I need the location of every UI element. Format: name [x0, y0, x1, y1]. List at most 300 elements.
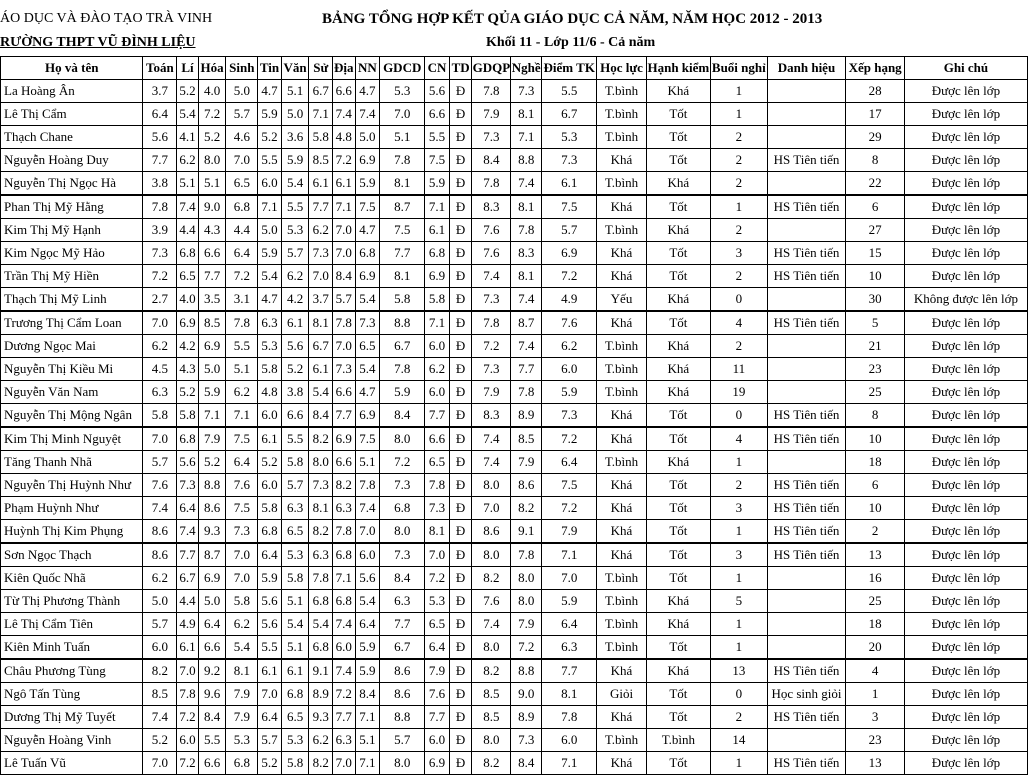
table-cell: Khá: [597, 427, 646, 451]
table-cell: 7.9: [511, 451, 542, 474]
table-cell: 6.8: [309, 636, 333, 660]
table-cell: 4.9: [177, 613, 199, 636]
table-cell: 7.4: [355, 497, 380, 520]
table-cell: HS Tiên tiến: [767, 311, 846, 335]
table-cell: [767, 613, 846, 636]
table-cell: 6.2: [281, 265, 309, 288]
table-cell: 7.7: [425, 706, 450, 729]
table-cell: 6.4: [258, 706, 282, 729]
table-cell: Đ: [449, 288, 472, 312]
table-cell: 5.6: [258, 590, 282, 613]
table-cell: 7.8: [511, 381, 542, 404]
student-name-cell: Nguyễn Thị Ngọc Hà: [1, 172, 143, 196]
table-cell: 0: [711, 288, 767, 312]
table-cell: Được lên lớp: [904, 543, 1027, 567]
table-cell: 6.8: [333, 543, 356, 567]
table-cell: 2: [711, 265, 767, 288]
table-cell: Được lên lớp: [904, 613, 1027, 636]
table-cell: 5.6: [143, 126, 177, 149]
table-cell: 7.3: [472, 126, 511, 149]
table-cell: 5.4: [355, 358, 380, 381]
table-cell: 5.1: [226, 358, 258, 381]
table-cell: 8.8: [380, 706, 425, 729]
table-cell: Đ: [449, 474, 472, 497]
table-cell: 6.8: [355, 242, 380, 265]
table-cell: 20: [846, 636, 904, 660]
table-cell: Đ: [449, 613, 472, 636]
table-cell: 6.5: [226, 172, 258, 196]
table-cell: 7.3: [511, 729, 542, 752]
table-cell: 7.3: [226, 520, 258, 544]
table-cell: 3.9: [143, 219, 177, 242]
table-cell: 6.1: [258, 659, 282, 683]
table-cell: Khá: [597, 706, 646, 729]
table-cell: 8.3: [472, 404, 511, 428]
table-cell: HS Tiên tiến: [767, 752, 846, 775]
table-row: [1, 427, 1028, 451]
table-cell: 8.0: [472, 729, 511, 752]
table-cell: 0: [711, 683, 767, 706]
student-name-cell: Nguyễn Hoàng Vinh: [1, 729, 143, 752]
table-cell: 7.3: [472, 288, 511, 312]
column-header: Học lực: [597, 57, 646, 80]
table-cell: 7.4: [177, 520, 199, 544]
table-cell: 5.5: [226, 335, 258, 358]
student-name-cell: Nguyễn Hoàng Duy: [1, 149, 143, 172]
table-cell: Đ: [449, 219, 472, 242]
table-cell: T.bình: [597, 567, 646, 590]
table-cell: 7.8: [425, 474, 450, 497]
table-cell: Được lên lớp: [904, 474, 1027, 497]
table-cell: HS Tiên tiến: [767, 497, 846, 520]
table-cell: 8.3: [511, 242, 542, 265]
table-cell: Khá: [597, 404, 646, 428]
table-cell: 5.3: [380, 80, 425, 103]
table-cell: 6.4: [226, 242, 258, 265]
table-cell: 5.2: [177, 80, 199, 103]
table-cell: 7.0: [333, 242, 356, 265]
table-cell: 6.6: [281, 404, 309, 428]
table-cell: 6.8: [333, 590, 356, 613]
table-cell: 7.2: [511, 636, 542, 660]
table-cell: 6.9: [198, 567, 226, 590]
table-cell: Khá: [646, 381, 711, 404]
table-cell: Được lên lớp: [904, 659, 1027, 683]
table-cell: 5.5: [425, 126, 450, 149]
student-name-cell: Kim Thị Minh Nguyệt: [1, 427, 143, 451]
table-cell: 6.0: [258, 172, 282, 196]
table-cell: 7.4: [333, 103, 356, 126]
table-row: [1, 149, 1028, 172]
table-row: [1, 497, 1028, 520]
table-cell: [767, 126, 846, 149]
table-cell: 5.2: [198, 126, 226, 149]
table-cell: 5.3: [258, 335, 282, 358]
table-cell: 7.4: [472, 451, 511, 474]
table-cell: Đ: [449, 659, 472, 683]
column-header: Họ và tên: [1, 57, 143, 80]
table-cell: 5.0: [226, 80, 258, 103]
table-cell: 6.8: [281, 683, 309, 706]
table-cell: 6.9: [425, 752, 450, 775]
table-cell: 5.8: [281, 752, 309, 775]
table-cell: 7.9: [226, 683, 258, 706]
table-cell: 7.0: [333, 752, 356, 775]
table-cell: Được lên lớp: [904, 265, 1027, 288]
table-cell: 29: [846, 126, 904, 149]
table-cell: Khá: [597, 474, 646, 497]
table-cell: 5.9: [258, 567, 282, 590]
table-cell: 5.0: [198, 358, 226, 381]
table-cell: 7.2: [380, 451, 425, 474]
table-cell: 6.5: [425, 613, 450, 636]
table-cell: T.bình: [597, 358, 646, 381]
table-cell: 5.7: [281, 242, 309, 265]
table-cell: 5.9: [355, 636, 380, 660]
table-cell: 8.9: [309, 683, 333, 706]
table-cell: Đ: [449, 242, 472, 265]
table-cell: 6.2: [226, 613, 258, 636]
table-cell: 2: [711, 149, 767, 172]
table-cell: 8.5: [143, 683, 177, 706]
table-cell: 11: [711, 358, 767, 381]
table-cell: 6.0: [258, 404, 282, 428]
table-cell: 5.7: [258, 729, 282, 752]
table-cell: [767, 567, 846, 590]
table-cell: 5.7: [143, 451, 177, 474]
table-cell: Học sinh giỏi: [767, 683, 846, 706]
table-cell: 5.7: [333, 288, 356, 312]
table-cell: 8.1: [309, 497, 333, 520]
table-cell: 6.2: [143, 335, 177, 358]
table-cell: Được lên lớp: [904, 567, 1027, 590]
table-cell: 9.1: [309, 659, 333, 683]
table-row: [1, 311, 1028, 335]
table-cell: 6.0: [542, 729, 597, 752]
table-cell: 7.9: [226, 706, 258, 729]
table-cell: Khá: [597, 752, 646, 775]
table-cell: 8.1: [511, 103, 542, 126]
table-cell: 4: [846, 659, 904, 683]
table-cell: Tốt: [646, 311, 711, 335]
table-cell: 23: [846, 729, 904, 752]
table-cell: 7.7: [198, 265, 226, 288]
table-cell: 8.2: [472, 659, 511, 683]
table-cell: Tốt: [646, 636, 711, 660]
table-cell: Khá: [646, 451, 711, 474]
table-cell: 6.3: [542, 636, 597, 660]
table-cell: Khá: [646, 590, 711, 613]
table-cell: 4.9: [542, 288, 597, 312]
report-title: BẢNG TỔNG HỢP KẾT QỦA GIÁO DỤC CẢ NĂM, NĂM HỌC 2012 - 2013: [322, 11, 823, 27]
table-cell: 5.1: [281, 636, 309, 660]
table-cell: 8.4: [355, 683, 380, 706]
table-row: [1, 683, 1028, 706]
table-cell: 5.7: [542, 219, 597, 242]
table-cell: 1: [711, 103, 767, 126]
table-cell: 4.4: [177, 219, 199, 242]
table-cell: 8.5: [511, 427, 542, 451]
table-cell: 7.7: [333, 404, 356, 428]
table-cell: Khá: [646, 613, 711, 636]
table-cell: 5.8: [143, 404, 177, 428]
table-cell: 0: [711, 404, 767, 428]
table-cell: 5.6: [177, 451, 199, 474]
table-cell: 7.5: [542, 195, 597, 219]
column-header: Ghi chú: [904, 57, 1027, 80]
table-cell: 6.4: [542, 451, 597, 474]
table-cell: 7.1: [425, 195, 450, 219]
table-cell: 13: [711, 659, 767, 683]
table-cell: 5.8: [258, 497, 282, 520]
table-cell: 8.1: [380, 172, 425, 196]
table-cell: 7.3: [425, 497, 450, 520]
table-cell: 7.8: [380, 358, 425, 381]
table-cell: T.bình: [597, 219, 646, 242]
table-cell: 7.6: [425, 683, 450, 706]
table-cell: 9.2: [198, 659, 226, 683]
table-cell: 28: [846, 80, 904, 103]
table-cell: 6.5: [281, 706, 309, 729]
column-header: Tin: [258, 57, 282, 80]
table-cell: 3.8: [143, 172, 177, 196]
table-cell: 9.3: [309, 706, 333, 729]
table-cell: 7.0: [143, 427, 177, 451]
table-cell: Khá: [597, 520, 646, 544]
table-cell: Đ: [449, 335, 472, 358]
table-cell: 4.4: [226, 219, 258, 242]
table-cell: 2: [711, 335, 767, 358]
table-cell: 6.5: [281, 520, 309, 544]
table-cell: 6.1: [281, 659, 309, 683]
student-name-cell: Thạch Chane: [1, 126, 143, 149]
table-cell: HS Tiên tiến: [767, 706, 846, 729]
table-cell: 6.4: [355, 613, 380, 636]
table-cell: 1: [711, 567, 767, 590]
table-cell: 27: [846, 219, 904, 242]
table-cell: 6.4: [177, 497, 199, 520]
table-cell: 7.0: [425, 543, 450, 567]
table-row: [1, 729, 1028, 752]
table-cell: 7.0: [226, 149, 258, 172]
table-cell: 3.7: [309, 288, 333, 312]
table-cell: Đ: [449, 590, 472, 613]
table-cell: 5.2: [258, 451, 282, 474]
table-cell: 7.9: [511, 613, 542, 636]
table-cell: 7.6: [226, 474, 258, 497]
table-cell: HS Tiên tiến: [767, 242, 846, 265]
table-cell: 4.7: [355, 219, 380, 242]
table-cell: 7.0: [355, 520, 380, 544]
table-cell: HS Tiên tiến: [767, 265, 846, 288]
table-cell: 5.8: [380, 288, 425, 312]
table-cell: 8.0: [380, 752, 425, 775]
table-row: [1, 358, 1028, 381]
table-cell: Khá: [646, 288, 711, 312]
table-cell: 8.2: [309, 752, 333, 775]
table-cell: 3: [711, 543, 767, 567]
table-cell: 4.2: [281, 288, 309, 312]
table-cell: Được lên lớp: [904, 706, 1027, 729]
table-cell: 7.7: [143, 149, 177, 172]
table-row: [1, 219, 1028, 242]
table-cell: 6.6: [198, 752, 226, 775]
table-cell: 7.5: [226, 427, 258, 451]
table-cell: 7.0: [143, 752, 177, 775]
table-cell: 7.0: [333, 335, 356, 358]
table-cell: 6.1: [281, 311, 309, 335]
table-cell: 7.1: [226, 404, 258, 428]
table-cell: Tốt: [646, 265, 711, 288]
table-cell: 6.0: [177, 729, 199, 752]
table-cell: 5.0: [198, 590, 226, 613]
table-cell: Khá: [597, 149, 646, 172]
table-cell: 9.3: [198, 520, 226, 544]
table-cell: 7.5: [542, 474, 597, 497]
table-cell: [767, 335, 846, 358]
table-cell: 6.8: [177, 242, 199, 265]
table-cell: 6.2: [542, 335, 597, 358]
table-cell: 7.0: [177, 659, 199, 683]
table-cell: 6.7: [309, 80, 333, 103]
student-name-cell: Châu Phương Tùng: [1, 659, 143, 683]
table-cell: Tốt: [646, 520, 711, 544]
table-cell: 7.7: [333, 706, 356, 729]
table-cell: 5.5: [198, 729, 226, 752]
student-name-cell: Kiên Minh Tuấn: [1, 636, 143, 660]
table-cell: 8.9: [511, 404, 542, 428]
table-cell: 4.7: [355, 381, 380, 404]
student-name-cell: Kim Ngọc Mỹ Hảo: [1, 242, 143, 265]
table-cell: Đ: [449, 520, 472, 544]
table-cell: 6.9: [542, 242, 597, 265]
table-cell: HS Tiên tiến: [767, 404, 846, 428]
column-header: Sinh: [226, 57, 258, 80]
table-cell: Đ: [449, 126, 472, 149]
table-cell: 8.8: [198, 474, 226, 497]
table-cell: 4.8: [258, 381, 282, 404]
table-cell: 7.0: [542, 567, 597, 590]
table-cell: 10: [846, 265, 904, 288]
table-cell: 5.0: [258, 219, 282, 242]
table-cell: 1: [711, 752, 767, 775]
table-cell: 8.6: [472, 520, 511, 544]
table-cell: Khá: [597, 497, 646, 520]
table-cell: Được lên lớp: [904, 149, 1027, 172]
column-header: GDQP: [472, 57, 511, 80]
table-cell: Được lên lớp: [904, 729, 1027, 752]
table-cell: 3: [711, 497, 767, 520]
table-cell: 5.8: [309, 126, 333, 149]
table-cell: 8.6: [143, 520, 177, 544]
table-cell: 7.0: [309, 265, 333, 288]
table-cell: [767, 590, 846, 613]
table-cell: 21: [846, 335, 904, 358]
table-cell: 5.4: [355, 590, 380, 613]
table-row: [1, 195, 1028, 219]
table-cell: 5.9: [542, 590, 597, 613]
table-cell: 6.0: [425, 729, 450, 752]
table-cell: 5.5: [542, 80, 597, 103]
table-cell: 7.3: [333, 358, 356, 381]
table-cell: 16: [846, 567, 904, 590]
table-cell: 7.8: [226, 311, 258, 335]
table-cell: Đ: [449, 427, 472, 451]
table-cell: 7.5: [425, 149, 450, 172]
column-header: Hóa: [198, 57, 226, 80]
table-cell: 7.3: [309, 474, 333, 497]
table-cell: 7.3: [380, 474, 425, 497]
table-cell: 5.0: [281, 103, 309, 126]
table-cell: 7.7: [309, 195, 333, 219]
table-row: [1, 567, 1028, 590]
table-cell: 7.8: [542, 706, 597, 729]
table-cell: 7.8: [143, 195, 177, 219]
table-cell: 7.4: [143, 497, 177, 520]
table-cell: 6.9: [177, 311, 199, 335]
table-cell: 5.1: [380, 126, 425, 149]
table-cell: 7.8: [511, 219, 542, 242]
table-cell: 5.3: [281, 729, 309, 752]
table-cell: 7.0: [333, 219, 356, 242]
table-cell: 7.9: [198, 427, 226, 451]
table-cell: HS Tiên tiến: [767, 474, 846, 497]
table-cell: 6.0: [333, 636, 356, 660]
table-cell: 8.5: [198, 311, 226, 335]
table-cell: 7.9: [542, 520, 597, 544]
student-name-cell: La Hoàng Ân: [1, 80, 143, 103]
table-cell: 5.9: [380, 381, 425, 404]
table-cell: Khá: [646, 358, 711, 381]
table-cell: 6.5: [177, 265, 199, 288]
table-cell: 7.7: [380, 613, 425, 636]
table-row: [1, 543, 1028, 567]
table-cell: 7.0: [380, 103, 425, 126]
student-name-cell: Nguyễn Thị Huỳnh Như: [1, 474, 143, 497]
table-cell: [767, 729, 846, 752]
table-cell: 6.6: [333, 451, 356, 474]
table-cell: Khá: [597, 543, 646, 567]
student-name-cell: Nguyễn Thị Kiều Mi: [1, 358, 143, 381]
table-cell: 7.8: [472, 172, 511, 196]
table-cell: 6.7: [177, 567, 199, 590]
table-cell: 5.4: [355, 288, 380, 312]
column-header: Toán: [143, 57, 177, 80]
student-name-cell: Dương Thị Mỹ Tuyết: [1, 706, 143, 729]
table-cell: 5.8: [425, 288, 450, 312]
table-cell: 7.8: [472, 80, 511, 103]
table-cell: 8.0: [472, 474, 511, 497]
table-cell: 7.5: [380, 219, 425, 242]
table-cell: Được lên lớp: [904, 126, 1027, 149]
table-cell: 7.7: [380, 242, 425, 265]
student-name-cell: Trương Thị Cẩm Loan: [1, 311, 143, 335]
table-cell: Khá: [646, 80, 711, 103]
table-cell: 6.3: [143, 381, 177, 404]
table-cell: HS Tiên tiến: [767, 543, 846, 567]
table-cell: 8: [846, 404, 904, 428]
table-cell: 5.0: [143, 590, 177, 613]
table-cell: 8.0: [309, 451, 333, 474]
table-cell: 5.6: [281, 335, 309, 358]
table-cell: Được lên lớp: [904, 219, 1027, 242]
table-cell: 9.0: [198, 195, 226, 219]
table-cell: 7.2: [198, 103, 226, 126]
table-cell: 5.8: [281, 451, 309, 474]
table-cell: 4: [711, 427, 767, 451]
table-cell: 7.8: [472, 311, 511, 335]
table-cell: Đ: [449, 543, 472, 567]
